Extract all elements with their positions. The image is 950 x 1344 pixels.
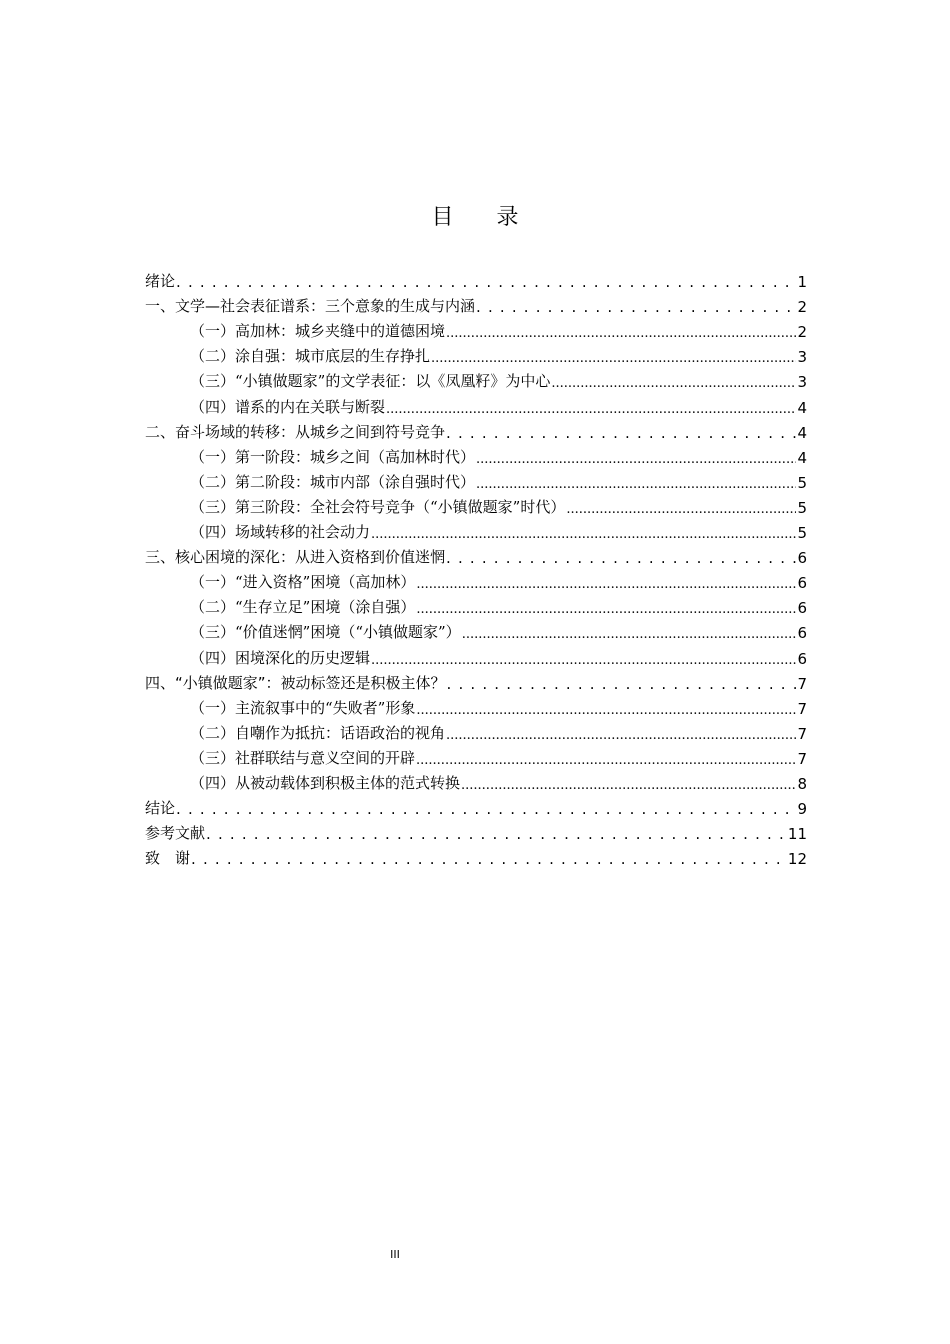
toc-entry-section[interactable] — [145, 642, 807, 667]
toc-entry-label: 一、文学—社会表征谱系：三个意象的生成与内涵 — [145, 297, 476, 316]
toc-entry-label: 绪论 — [145, 272, 176, 291]
toc-entry-page: 3 — [797, 373, 807, 392]
toc-entry-section[interactable] — [145, 693, 807, 718]
toc-entry-label: （一）“进入资格”困境（高加林） — [190, 573, 416, 592]
toc-entry-page: 5 — [797, 473, 807, 492]
toc-entry-label: （二）第二阶段：城市内部（涂自强时代） — [190, 472, 476, 491]
toc-entry-page: 4 — [797, 423, 807, 442]
toc-entry-page: 5 — [797, 498, 807, 517]
toc-entry-label: （一）主流叙事中的“失败者”形象 — [190, 698, 416, 717]
toc-leader-dots — [431, 348, 796, 366]
toc-entry-label: （四）从被动载体到积极主体的范式转换 — [190, 773, 461, 792]
toc-entry-page: 4 — [797, 448, 807, 467]
toc-leader-dots — [551, 373, 796, 391]
toc-leader-dots — [462, 624, 797, 642]
table-of-contents — [145, 266, 807, 868]
toc-leader-dots — [446, 424, 796, 442]
toc-title: 目 录 — [431, 205, 537, 230]
toc-entry-label: （二）自嘲作为抵抗：话语政治的视角 — [190, 723, 446, 742]
toc-entry-section[interactable] — [145, 442, 807, 467]
toc-leader-dots — [191, 850, 787, 868]
toc-leader-dots — [416, 574, 796, 592]
toc-entry-section[interactable] — [145, 366, 807, 391]
toc-leader-dots — [446, 549, 796, 567]
toc-entry-page: 11 — [787, 825, 807, 844]
toc-entry-chapter[interactable] — [145, 818, 807, 843]
toc-entry-page: 12 — [787, 850, 807, 869]
toc-entry-section[interactable] — [145, 617, 807, 642]
toc-entry-page: 6 — [797, 599, 807, 618]
toc-leader-dots — [476, 298, 796, 316]
toc-leader-dots — [461, 775, 796, 793]
toc-entry-chapter[interactable] — [145, 843, 807, 868]
toc-entry-label: 致 谢 — [145, 849, 191, 868]
toc-entry-label: （一）第一阶段：城乡之间（高加林时代） — [190, 447, 476, 466]
toc-leader-dots — [476, 449, 796, 467]
toc-entry-page: 7 — [797, 699, 807, 718]
toc-entry-label: 结论 — [145, 799, 176, 818]
toc-entry-section[interactable] — [145, 592, 807, 617]
toc-entry-section[interactable] — [145, 341, 807, 366]
toc-entry-section[interactable] — [145, 517, 807, 542]
toc-leader-dots — [206, 825, 787, 843]
toc-entry-page: 2 — [797, 298, 807, 317]
toc-leader-dots — [416, 599, 796, 617]
toc-entry-page: 8 — [797, 774, 807, 793]
toc-leader-dots — [476, 474, 796, 492]
toc-entry-section[interactable] — [145, 768, 807, 793]
toc-leader-dots — [566, 499, 796, 517]
toc-entry-label: 参考文献 — [145, 824, 206, 843]
toc-entry-section[interactable] — [145, 467, 807, 492]
toc-entry-label: （三）第三阶段：全社会符号竞争（“小镇做题家”时代） — [190, 497, 566, 516]
toc-entry-page: 6 — [797, 549, 807, 568]
toc-leader-dots — [176, 800, 796, 818]
toc-entry-page: 9 — [797, 800, 807, 819]
toc-entry-chapter[interactable] — [145, 291, 807, 316]
toc-entry-chapter[interactable] — [145, 793, 807, 818]
toc-entry-section[interactable] — [145, 492, 807, 517]
toc-entry-chapter[interactable] — [145, 668, 807, 693]
toc-entry-label: （一）高加林：城乡夹缝中的道德困境 — [190, 322, 446, 341]
toc-entry-label: 二、奋斗场域的转移：从城乡之间到符号竞争 — [145, 422, 446, 441]
toc-entry-chapter[interactable] — [145, 542, 807, 567]
toc-leader-dots — [371, 524, 796, 542]
toc-entry-section[interactable] — [145, 316, 807, 341]
toc-entry-label: （三）“小镇做题家”的文学表征：以《凤凰籽》为中心 — [190, 372, 551, 391]
toc-entry-label: 三、核心困境的深化：从进入资格到价值迷惘 — [145, 548, 446, 567]
toc-entry-page: 1 — [797, 273, 807, 292]
toc-leader-dots — [446, 323, 796, 341]
toc-leader-dots — [371, 650, 796, 668]
toc-entry-chapter[interactable] — [145, 417, 807, 442]
toc-entry-label: （二）“生存立足”困境（涂自强） — [190, 598, 416, 617]
toc-entry-chapter[interactable] — [145, 266, 807, 291]
toc-entry-section[interactable] — [145, 743, 807, 768]
toc-entry-page: 6 — [797, 624, 807, 643]
toc-entry-page: 2 — [797, 323, 807, 342]
toc-entry-page: 6 — [797, 574, 807, 593]
toc-entry-label: （二）涂自强：城市底层的生存挣扎 — [190, 347, 431, 366]
toc-entry-label: （三）“价值迷惘”困境（“小镇做题家”） — [190, 623, 461, 642]
toc-entry-page: 4 — [797, 398, 807, 417]
toc-entry-section[interactable] — [145, 718, 807, 743]
toc-entry-page: 6 — [797, 649, 807, 668]
toc-entry-label: （四）困境深化的历史逻辑 — [190, 648, 371, 667]
toc-entry-section[interactable] — [145, 567, 807, 592]
toc-entry-page: 7 — [797, 724, 807, 743]
toc-leader-dots — [416, 700, 796, 718]
toc-entry-page: 7 — [797, 749, 807, 768]
toc-leader-dots — [176, 273, 796, 291]
toc-entry-page: 5 — [797, 524, 807, 543]
toc-entry-page: 3 — [797, 348, 807, 367]
toc-entry-label: （三）社群联结与意义空间的开辟 — [190, 748, 416, 767]
toc-entry-page: 7 — [797, 674, 807, 693]
toc-leader-dots — [446, 725, 796, 743]
toc-leader-dots — [447, 675, 797, 693]
toc-entry-label: （四）谱系的内在关联与断裂 — [190, 397, 386, 416]
toc-entry-section[interactable] — [145, 391, 807, 416]
toc-leader-dots — [416, 750, 796, 768]
toc-entry-label: （四）场域转移的社会动力 — [190, 523, 371, 542]
page-number: III — [390, 1248, 400, 1261]
toc-entry-label: 四、“小镇做题家”：被动标签还是积极主体？ — [145, 673, 446, 692]
toc-leader-dots — [386, 399, 796, 417]
